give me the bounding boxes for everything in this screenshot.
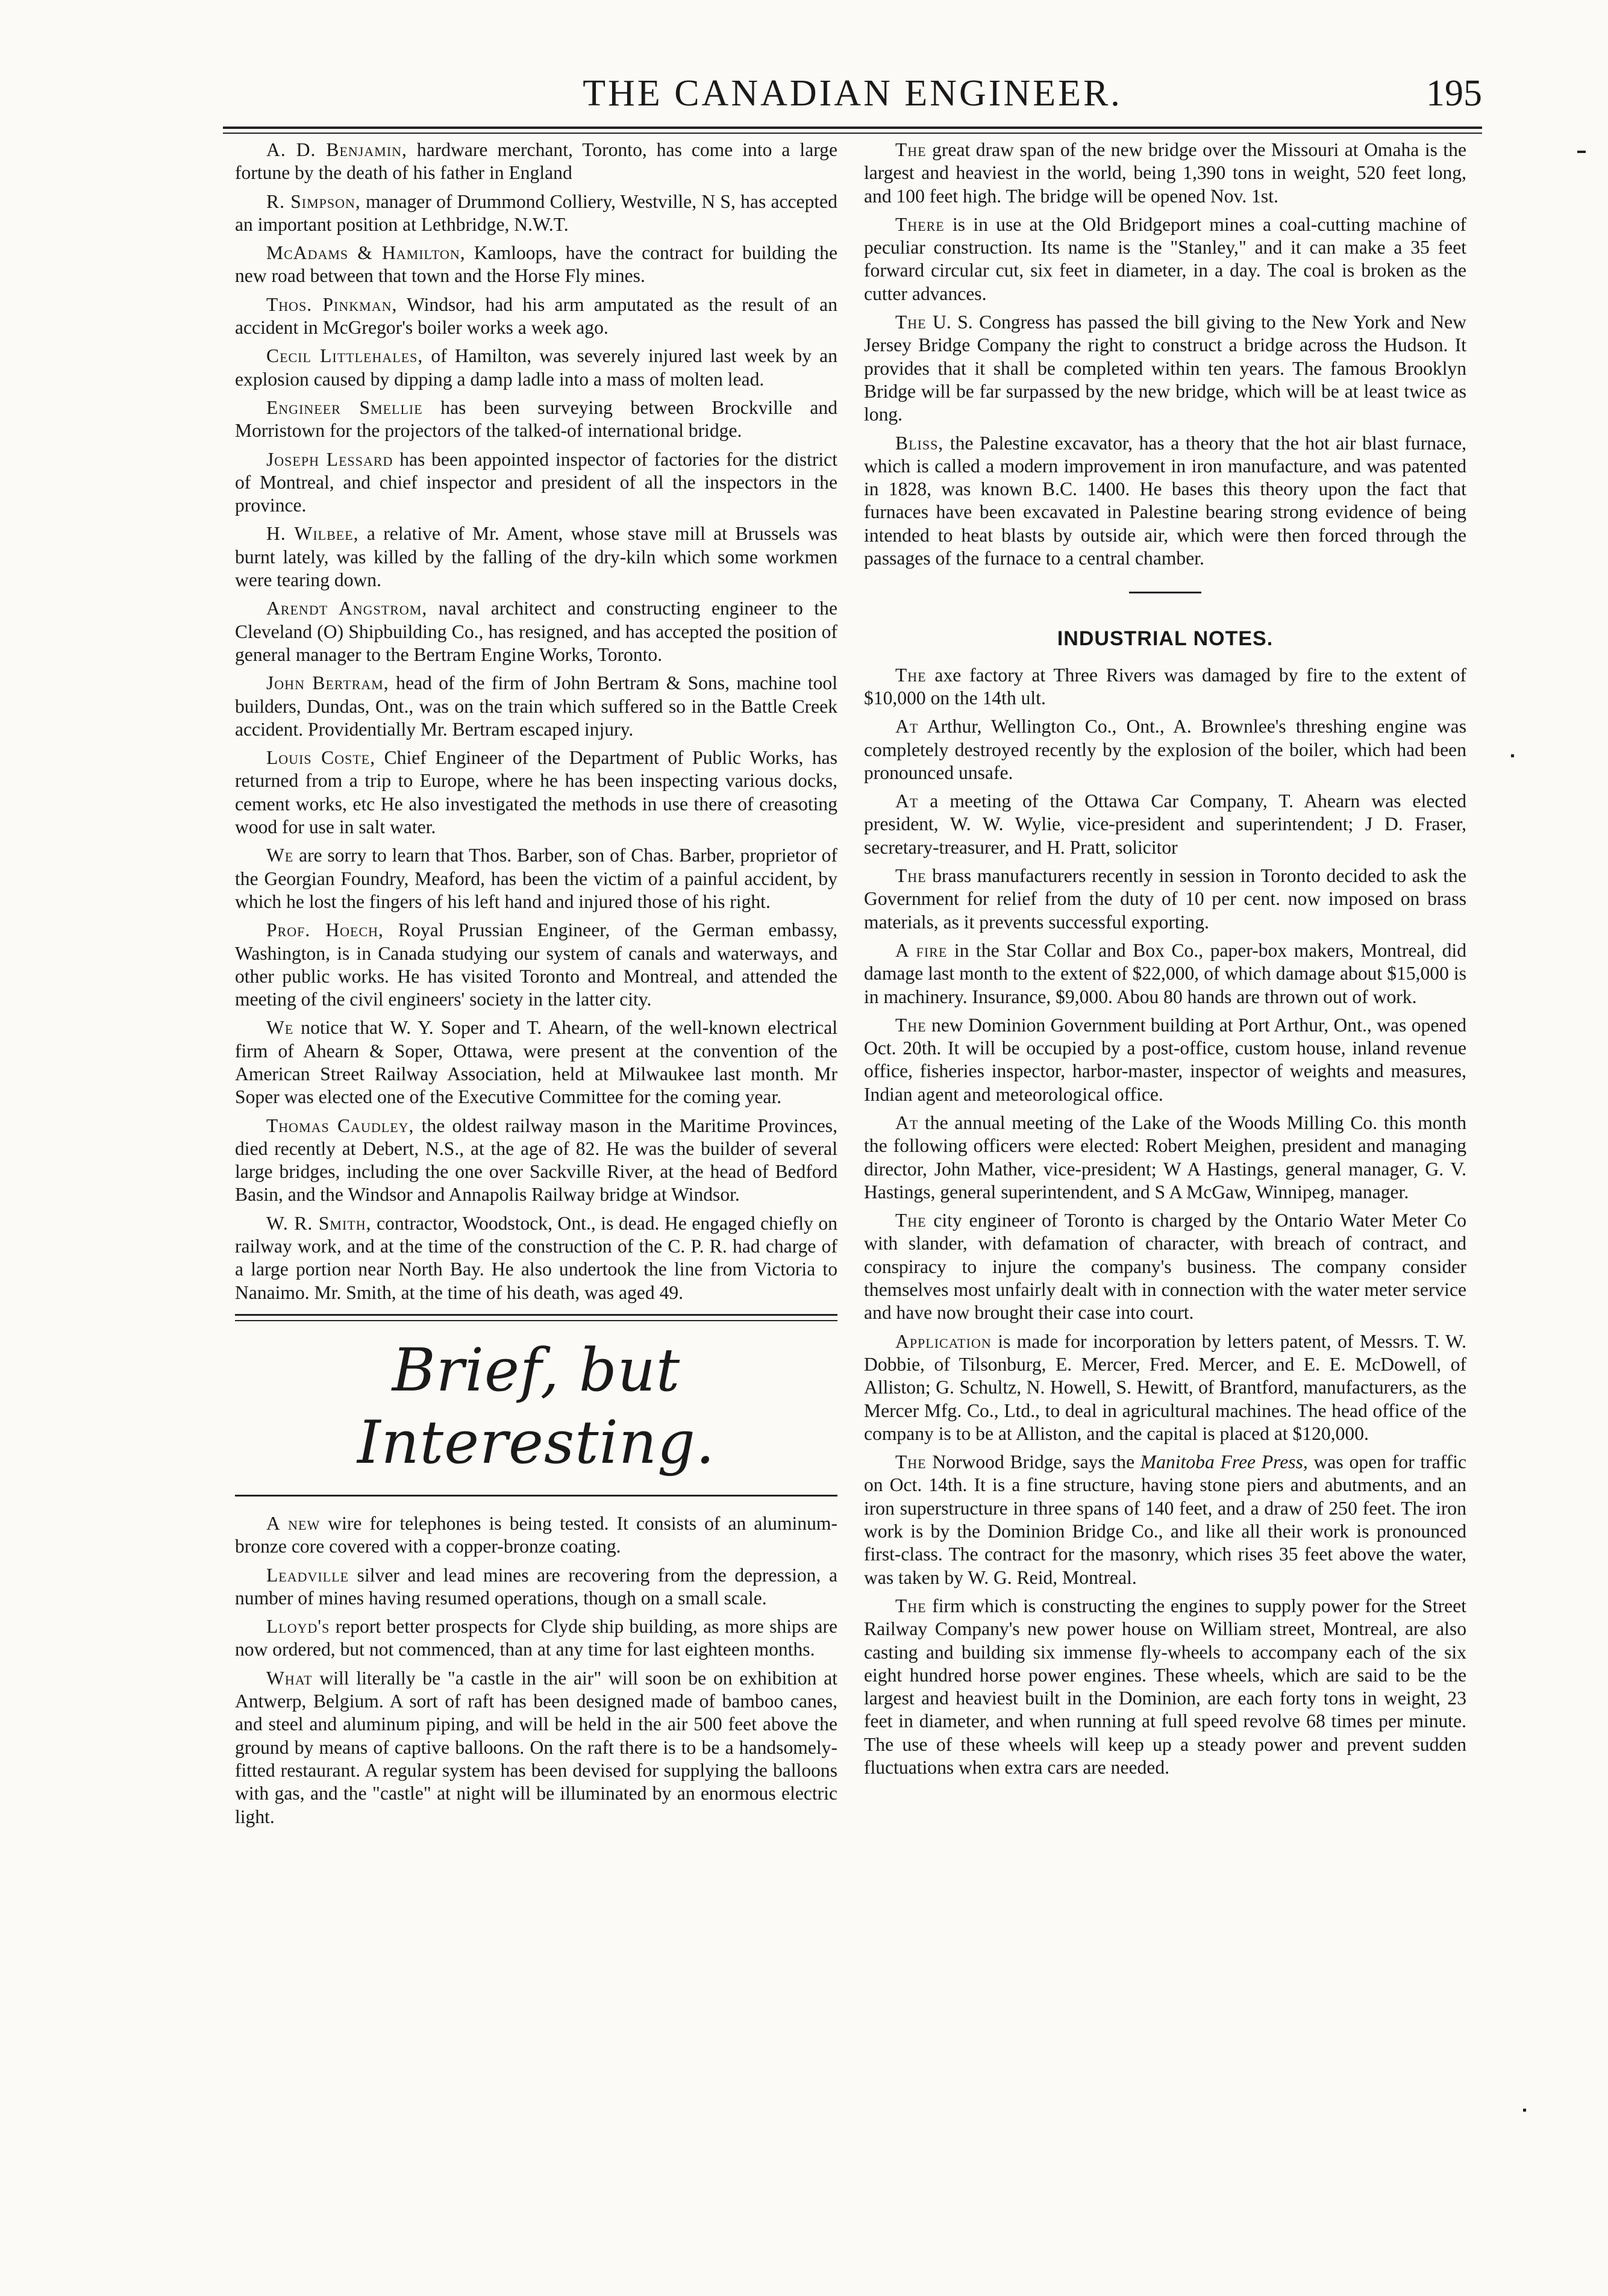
paragraph-text: head of the firm of John Bertram & Sons, machine tool builders, Dundas, Ont., was on the train which suffered so in the Battle Creek accident. Providentially Mr. Bertram escaped injury. [235,672,837,740]
paragraph-lead: The [895,865,927,887]
article-paragraph [864,432,1466,571]
article-paragraph [864,715,1466,784]
article-paragraph [864,1209,1466,1324]
paragraph-lead: Leadville [266,1564,349,1586]
left-column [235,139,837,1834]
paragraph-text: a relative of Mr. Ament, whose stave mill at Brussels was burnt lately, was killed by the falling of the dry-kiln which some workmen were tearing down. [235,523,838,591]
article-paragraph [864,1451,1466,1589]
paragraph-text: of Hamilton, was severely injured last week by an explosion caused by dipping a damp ladle into a mass of molten lead. [235,345,837,390]
paragraph-lead: At [895,716,919,737]
section-divider [235,1314,837,1321]
paragraph-text: has been surveying between Brockville and Morristown for the projectors of the talked-of international bridge. [235,396,838,442]
paragraph-lead: We [266,845,294,866]
paragraph-lead: At [895,1112,919,1133]
paragraph-lead: The [895,139,927,160]
article-paragraph [235,242,837,288]
article-paragraph [864,1014,1466,1106]
paragraph-text: a meeting of the Ottawa Car Company, T. Ahearn was elected president, W. W. Wylie, vice-president and superintendent; J D. Fraser, secretary-treasurer, and H. Pratt, solicitor [864,790,1466,858]
paragraph-lead: The [895,311,927,333]
paragraph-text: brass manufacturers recently in session in Toronto decided to ask the Government for relief from the duty of 10 per cent. now imposed on brass materials, as it prevents successful exporting. [864,865,1466,933]
article-paragraph [235,1667,837,1828]
paragraph-text: great draw span of the new bridge over the Missouri at Omaha is the largest and heaviest in the world, being 1,390 tons in weight, 520 feet long, and 100 feet high. The bridge will be opened Nov. 1st. [864,139,1466,207]
article-paragraph [235,919,837,1011]
page-number: 195 [1426,73,1482,114]
article-paragraph [235,1564,837,1610]
paragraph-text: is made for incorporation by letters patent, of Messrs. T. W. Dobbie, of Tilsonburg, E. Mercer, Fred. Mercer, and E. E. McDowell, of Alliston; G. Schultz, N. Howell, S. Hewitt, of Brantford, manufacturers, as the Mercer Mfg. Co., Ltd., to deal in agricultural machines. The head office of the company is to be at Alliston, and the capital is placed at $120,000. [864,1330,1466,1444]
header-rule [223,127,1482,134]
paragraph-lead: Bliss, [895,432,944,454]
paragraph-lead: A new [266,1512,321,1534]
paragraph-text: report better prospects for Clyde ship building, as more ships are now ordered, but not commenced, than at any time for last eighteen months. [235,1616,837,1660]
publication-title: THE CANADIAN ENGINEER. [583,73,1122,114]
margin-mark [1523,2109,1526,2112]
paragraph-text: the oldest railway mason in the Maritime Provinces, died recently at Debert, N.S., at the age of 82. He was the builder of several large bridges, including the one over Sackville River, at the head of Bedford Basin, and the Windsor and Annapolis Railway bridge at Windsor. [235,1115,837,1206]
paragraph-text: axe factory at Three Rivers was damaged by fire to the extent of $10,000 on the 14th ult. [864,664,1466,709]
industrial-notes-section [864,664,1466,1780]
article-paragraph [235,1016,837,1109]
article-paragraph [235,844,837,913]
paragraph-lead: H. Wilbee, [266,523,359,545]
paragraph-text: the Palestine excavator, has a theory that the hot air blast furnace, which is called a modern improvement in iron manufacture, and was patented in 1828, was known B.C. 1400. He bases this theory upon the fact that furnaces have been excavated in Palestine bearing strong evidence of being intended to heat blasts by outside air, which were then forced through the passages of the furnace to a central chamber. [864,432,1466,569]
article-paragraph [864,139,1466,208]
article-paragraph [235,345,837,391]
paragraph-lead: We [266,1017,294,1039]
paragraph-text: Chief Engineer of the Department of Public Works, has returned from a trip to Europe, where he has been inspecting various docks, cement works, etc He also investigated the methods in use there of creasoting wood for use in salt water. [235,747,837,838]
article-paragraph [235,139,837,185]
paragraph-text: Windsor, had his arm amputated as the result of an accident in McGregor's boiler works a week ago. [235,293,837,339]
paragraph-lead: Application [895,1330,992,1352]
article-paragraph [864,311,1466,426]
paragraph-lead: Thomas Caudley, [266,1115,415,1136]
article-paragraph [235,448,837,518]
paragraph-text: notice that W. Y. Soper and T. Ahearn, of the well-known electrical firm of Ahearn & Soper, Ottawa, were present at the convention of the American Street Railway Association, held at Milwaukee last month. Mr Soper was elected one of the Executive Committee for the coming year. [235,1017,837,1108]
article-paragraph [864,790,1466,859]
paragraph-lead: Thos. Pinkman, [266,293,398,315]
paragraph-text: Royal Prussian Engineer, of the German embassy, Washington, is in Canada studying our system of canals and waterways, and other public works. He has visited Toronto and Montreal, and attended the meeting of the civil engineers' society in the latter city. [235,919,837,1010]
paragraph-text: has been appointed inspector of factories for the district of Montreal, and chief inspector and president of all the inspectors in the province. [235,448,837,516]
news-items-section [864,139,1466,570]
article-paragraph [235,1212,837,1304]
article-paragraph [235,190,837,237]
paragraph-lead: Joseph Lessard [266,448,393,470]
article-paragraph [864,865,1466,934]
paragraph-lead: Engineer Smellie [266,396,423,418]
brief-items-section [235,1512,837,1828]
article-paragraph [235,522,837,592]
paragraph-lead: Lloyd's [266,1616,330,1638]
article-paragraph [235,597,837,666]
paragraph-text: was open for traffic on Oct. 14th. It is a fine structure, having stone piers and abutments, and an iron superstructure in three spans of 140 feet, and a draw of 250 feet. The iron work is by the Dominion Bridge Co., and like all their work is pronounced first-class. The contract for the masonry, which rises 35 feet above the water, was taken by W. G. Reid, Montreal. [864,1451,1466,1588]
paragraph-lead: W. R. Smith, [266,1212,372,1234]
paragraph-text: U. S. Congress has passed the bill giving to the New York and New Jersey Bridge Company the right to construct a bridge across the Hudson. It provides that it shall be completed within ten years. The famous Brooklyn Bridge will be far surpassed by the new bridge, which will be at least twice as long. [864,311,1466,425]
margin-mark [1577,151,1586,153]
paragraph-lead: R. Simpson, [266,190,361,212]
paragraph-lead: The [895,1014,927,1036]
article-paragraph [235,396,837,443]
paragraph-text: wire for telephones is being tested. It consists of an aluminum-bronze core covered with a copper-bronze coating. [235,1512,837,1557]
paragraph-lead: Arendt Angstrom, [266,598,428,619]
paragraph-text: naval architect and constructing engineer to the Cleveland (O) Shipbuilding Co., has resigned, and has accepted the position of general manager to the Bertram Engine Works, Toronto. [235,598,837,665]
article-paragraph [864,1112,1466,1204]
paragraph-text: will literally be "a castle in the air" will soon be on exhibition at Antwerp, Belgium. A sort of raft has been designed made of bamboo canes, and steel and aluminum piping, and will be held in the air 500 feet above the ground by means of captive balloons. On the raft there is to be a handsomely-fitted restaurant. A regular system has been devised for supplying the balloons with gas, and the "castle" at night will be illuminated by an enormous electric light. [235,1667,837,1827]
short-divider [1129,592,1201,593]
paragraph-text: Norwood Bridge, says the [926,1451,1140,1473]
paragraph-text: contractor, Woodstock, Ont., is dead. He engaged chiefly on railway work, and at the time of the construction of the C. P. R. had charge of a large portion near North Bay. He also undertook the line from Victoria to Nanaimo. Mr. Smith, at the time of his death, was aged 49. [235,1212,837,1303]
article-paragraph [864,213,1466,305]
paragraph-text: are sorry to learn that Thos. Barber, son of Chas. Barber, proprietor of the Georgian Foundry, Meaford, has been the victim of a painful accident, by which he lost the fingers of his left hand and injured those of his right. [235,845,837,912]
article-paragraph [235,746,837,839]
paragraph-lead: Cecil Littlehales, [266,345,424,367]
article-paragraph [235,672,837,741]
paragraph-lead: A. D. Benjamin, [266,139,407,160]
article-paragraph [864,664,1466,710]
paragraph-text: firm which is constructing the engines to supply power for the Street Railway Company's new power house on William street, Montreal, are also casting and building six immense fly-wheels to accompany each of the six eight hundred horse power engines. These wheels, which are said to be the largest and heaviest built in the Dominion, are each forty tons in weight, 23 feet in diameter, and when running at full speed revolve 68 times per minute. The use of these wheels will keep up a steady power and prevent sudden fluctuations when extra cars are needed. [864,1595,1466,1778]
paragraph-lead: The [895,1210,927,1231]
paragraph-lead: What [266,1667,313,1689]
paragraph-text: the annual meeting of the Lake of the Woods Milling Co. this month the following officers were elected: Robert Meighen, president and managing director, John Mather, vice-president; W A Hastings, general manager, G. V. Hastings, general superintendent, and S A McGaw, Winnipeg, manager. [864,1112,1466,1203]
article-paragraph [235,1115,837,1207]
personals-section [235,139,837,1304]
paragraph-text: in the Star Collar and Box Co., paper-box makers, Montreal, did damage last month to the extent of $22,000, of which damage about $15,000 is in machinery. Insurance, $9,000. Abou 80 hands are thrown out of work. [864,939,1467,1007]
paragraph-lead: John Bertram, [266,672,389,694]
paragraph-text: new Dominion Government building at Port Arthur, Ont., was opened Oct. 20th. It will be occupied by a post-office, custom house, inland revenue office, fisheries inspector, harbor-master, inspector of weights and measures, Indian agent and meteorological office. [864,1014,1466,1105]
paragraph-text: Arthur, Wellington Co., Ont., A. Brownlee's threshing engine was completely destroyed recently by the explosion of the boiler, which had been pronounced unsafe. [864,716,1466,783]
paragraph-lead: At [895,790,919,812]
margin-mark [1511,754,1514,757]
article-paragraph [864,1330,1466,1445]
article-paragraph [235,293,837,340]
article-paragraph [235,1512,837,1559]
paragraph-lead: Louis Coste, [266,747,376,769]
right-column [864,139,1466,1785]
paragraph-text: hardware merchant, Toronto, has come into a large fortune by the death of his father in England [235,139,837,184]
brief-interesting-heading: Brief, but Interesting. [357,1336,716,1477]
paragraph-text: is in use at the Old Bridgeport mines a coal-cutting machine of peculiar construction. Its name is the "Stanley," and it can make a 35 feet forward circular cut, six feet in diameter, in a day. The coal is broken as the cutter advances. [864,213,1466,304]
article-paragraph [864,939,1466,1009]
paragraph-lead: The [895,1451,927,1473]
paragraph-italic: Manitoba Free Press, [1140,1451,1308,1473]
industrial-notes-heading: INDUSTRIAL NOTES. [1057,627,1274,651]
paragraph-lead: The [895,664,927,686]
paragraph-lead: A fire [895,939,948,961]
paragraph-lead: The [895,1595,927,1616]
paragraph-text: manager of Drummond Colliery, Westville, N S, has accepted an important position at Lethbridge, N.W.T. [235,190,837,235]
paragraph-lead: Prof. Hoech, [266,919,384,941]
article-paragraph [235,1615,837,1662]
paragraph-lead: McAdams & Hamilton, [266,242,466,264]
article-paragraph [864,1595,1466,1779]
paragraph-text: Kamloops, have the contract for building the new road between that town and the Horse Fly mines. [235,242,837,287]
paragraph-lead: There [895,213,945,235]
paragraph-text: silver and lead mines are recovering from the depression, a number of mines having resumed operations, though on a small scale. [235,1564,837,1609]
paragraph-text: city engineer of Toronto is charged by the Ontario Water Meter Co with slander, with defamation of character, with breach of contract, and conspiracy to injure the company's business. The company consider themselves most unfairly dealt with in connection with the water meter service and have now brought their case into court. [864,1210,1466,1324]
heading-underline [235,1495,837,1497]
page-header [223,72,1482,123]
